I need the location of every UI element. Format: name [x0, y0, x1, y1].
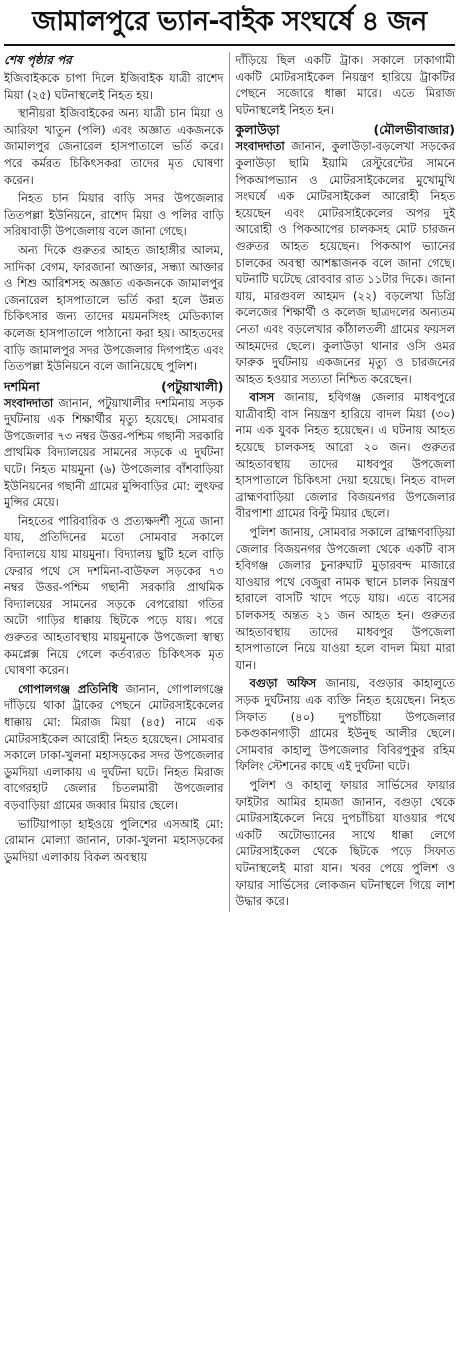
paragraph-body: জানান, পটুয়াখালীর দশমিনায় সড়ক দুর্ঘটনায় এক শিক্ষার্থীর মৃত্যু হয়েছে। সোমবার উপজেলার ৭৩ নম্বর উত্তর-পশ্চিম গছানী সরকারি প্রাথমিক বিদ্যালয়ের সামনের সড়কে এ দুর্ঘটনা ঘটে। নিহত মায়মুনা (৬) উপজেলার বাঁশবাড়িয়া ইউনিয়নের গছানী গ্রামের মুন্সিবাড়ির মো: লুৎফর মুন্সির মেয়ে। [4, 395, 224, 510]
paragraph-body: জানায়, হবিগঞ্জ জেলার মাধবপুরে যাত্রীবাহী বাস নিয়ন্ত্রণ হারিয়ে বাদল মিয়া (৩০) নাম এক যুবক নিহত হয়েছেন। এ ঘটনায় আহত হয়েছে চালকসহ আরো ২০ জন। গুরুতর আহতাবস্থায় তাদের মাধবপুর উপজেলা হাসপাতালে চিকিৎসা দেয়া হয়েছে। নিহত বাদল ব্রাহ্মণবাড়িয়া জেলার বিজয়নগর উপজেলার বীরপাশা গ্রামের বিল্টু মিয়ার ছেলে। [235, 390, 455, 521]
dateline-kulaura [236, 121, 456, 138]
paragraph: অন্য দিকে গুরুতর আহত জাহাঙ্গীর আলম, সাদিকা বেগম, ফারজানা আক্তার, সন্ধ্যা আক্তার ও শিশু আরিশসহ অজ্ঞাত একজনকে জামালপুর জেনারেল হাসপাতালে ভর্তি করা হলে উন্নত চিকিৎসার জন্য তাদের ময়মনসিংহ মেডিক্যাল কলেজ হাসপাতালে পাঠানো করা হয়। আহতদের বাড়ি জামালপুর সদর উপজেলার দিগপাইত এবং তিতপল্লা ইউনিয়নে বলে জানিয়েছে পুলিশ। [4, 242, 224, 374]
paragraph: ভাটিয়াপাড়া হাইওয়ে পুলিশের এসআই মো: রোমান মোল্যা জানান, ঢাকা-খুলনা মহাসড়কের ডুমদিয়া এলাকায় বিকল অবস্থায় [4, 816, 224, 864]
left-column [4, 52, 230, 912]
dateline-place: দশমিনা [4, 378, 40, 394]
paragraph-lead: বাসস [249, 390, 275, 405]
paragraph-body: জানায়, বগুড়ার কাহালুতে সড়ক দুর্ঘটনায় এক ব্যক্তি নিহত হয়েছেন। নিহত সিফাত (৪০) দুপচাঁচিয়া উপজেলার চকগুকানগাড়ী গ্রামের ইউনুছ আলীর ছেলে। সোমবার কাহালু উপজেলার বিবিরপুকুর রহিম ফিলিং স্টেশনের কাছে এই দুর্ঘটনা ঘটে। [235, 676, 455, 774]
paragraph: স্থানীয়রা ইজিবাইকের অন্য যাত্রী চান মিয়া ও আরিফা খাতুন (পলি) এবং অজ্ঞাত একজনকে জামালপুর জেনারেল হাসপাতালে ভর্তি করে। পরে কর্মরত চিকিৎসকরা তাদের মৃত ঘোষণা করেন। [4, 106, 224, 187]
dateline-place: কুলাউড়া [235, 122, 280, 138]
paragraph-lead: সংবাদদাতা [4, 395, 54, 410]
headline: জামালপুরে ভ্যান-বাইক সংঘর্ষে ৪ জন [4, 2, 455, 46]
paragraph: পুলিশ ও কাহালু ফায়ার সার্ভিসের ফায়ার ফাইটার আমির হামজা জানান, বগুড়া থেকে মোটরসাইকেলে নিয়ে দুপচাঁচিয়া যাওয়ার পথে একটি অটোভ্যানের সাথে ধাক্কা লেগে মোটরসাইকেল থেকে ছিটকে পড়ে সিফাত ঘটনাস্থলেই মারা যান। খবর পেয়ে পুলিশ ও ফায়ার সার্ভিসের লোকজন ঘটনাস্থলে গিয়ে লাশ উদ্ধার করে। [235, 777, 455, 909]
paragraph-body: জানান, কুলাউড়া-বড়লেখা সড়কের কুলাউড়া ছামি ইয়ামি রেস্টুরেন্টের সামনে পিকআপভ্যান ও মোটরসাইকেলের মুখোমুখি সংঘর্ষে এক মোটরসাইকেল আরোহী নিহত হয়েছেন এবং মোটরসাইকেলের অপর দুই আরোহী ও পিকআপের চালকসহ মোট চারজন গুরুতর আহত হয়েছেন। পিকআপ ভ্যানের চালকের অবস্থা আশঙ্কাজনক বলে জানা গেছে। ঘটনাটি ঘটেছে রোববার রাত ১১টার দিকে। জানা যায়, মারগুবল আহমদ (২২) বড়লেখা ডিগ্রি কলেজের শিক্ষার্থী ও কলেজ ছাত্রদলের অন্যতম নেতা এবং বড়লেখার কাঁঠালতলী গ্রামের ফয়সল আহমদের ছেলে। কুলাউড়া থানার ওসি ওমর ফারুক দুর্ঘটনায় একজনের মৃত্যু ও চারজনের আহত হওয়ার সত্যতা নিশ্চিত করেছেন। [235, 139, 455, 386]
dateline-district: (মৌলভীবাজার) [373, 122, 455, 138]
paragraph [4, 681, 224, 814]
paragraph-body: জানান, গোপালগঞ্জে দাঁড়িয়ে থাকা ট্রাকের পেছনে মোটরসাইকেলের ধাক্কায় মো: মিরাজ মিয়া (৪৫) নামে এক মোটরসাইকেল আরোহী নিহত হয়েছেন। সোমবার সকালে ঢাকা-খুলনা মহাসড়কের সদর উপজেলার ডুমদিয়া এলাকায় এ দুর্ঘটনা ঘটে। নিহত মিরাজ বাগেরহাট জেলার চিতলমারী উপজেলার বড়বাড়িয়া গ্রামের জব্বার মিয়ার ছেলে। [4, 681, 224, 812]
right-column [236, 52, 456, 912]
paragraph: দাঁড়িয়ে ছিল একটি ট্রাক। সকালে ঢাকাগামী একটি মোটরসাইকেল নিয়ন্ত্রণ হারিয়ে ট্রাকটির পেছনে সজোরে ধাক্কা মারে। এতে মিরাজ ঘটনাস্থলেই নিহত হন। [235, 53, 455, 117]
paragraph: পুলিশ জানায়, সোমবার সকালে ব্রাহ্মণবাড়িয়া জেলার বিজয়নগর উপজেলা থেকে একটি বাস হবিগঞ্জ জেলার চুনারুঘাট মুড়ারবন্দ মাজারে যাওয়ার পথে বেজুরা নামক স্থানে চালক নিয়ন্ত্রণ হারালে বাসটি খাদে পড়ে যায়। এতে বাসের চালকসহ অন্তত ২১ জন আহত হন। গুরুতর আহতাবস্থায় তাদের মাধবপুর উপজেলা হাসপাতালে নিয়ে যাওয়া হলে বাদল মিয়া মারা যান। [235, 525, 455, 672]
paragraph: নিহত চান মিয়ার বাড়ি সদর উপজেলার তিতপল্লা ইউনিয়নে, রাশেদ মিয়া ও পলির বাড়ি সরিষাবাড়ী উপজেলায় বলে জানা গেছে। [4, 191, 224, 239]
paragraph: ইজিবাইককে চাপা দিলে ইজিবাইক যাত্রী রাশেদ মিয়া (২৫) ঘটনাস্থলেই নিহত হয়। [4, 71, 224, 102]
paragraph [236, 675, 456, 775]
paragraph: নিহতের পারিবারিক ও প্রত্যক্ষদর্শী সূত্রে জানা যায়, প্রতিদিনের মতো সোমবার সকালে বিদ্যালয়ে যায় মায়মুনা। বিদ্যালয় ছুটি হলে বাড়ি ফেরার পথে সে দশমিনা-বাউফল সড়কের ৭৩ নম্বর উত্তর-পশ্চিম গছানী সরকারি প্রাথমিক বিদ্যালয়ের সামনের সড়কে বেপরোয়া গতির অটো গাড়ির ধাক্কায় ছিটকে পড়ে যায়। পরে গুরুতর আহতাবস্থায় মায়মুনাকে উপজেলা স্বাস্থ্য কমপ্লেক্স নিয়ে গেলে কর্তব্যরত চিকিৎসক মৃত ঘোষণা করেন। [4, 513, 224, 678]
paragraph [236, 138, 456, 387]
dateline-dashmina [4, 378, 224, 395]
paragraph [236, 389, 456, 522]
paragraph-lead: সংবাদদাতা [235, 139, 285, 154]
article-columns [4, 52, 455, 912]
paragraph-lead: গোপালগঞ্জ প্রতিনিধি [18, 681, 118, 696]
dateline-district: (পটুয়াখালী) [161, 378, 224, 394]
paragraph-lead: বগুড়া অফিস [249, 676, 317, 691]
paragraph [4, 395, 224, 511]
continued-label: শেষ পৃষ্ঠার পর [4, 53, 72, 67]
